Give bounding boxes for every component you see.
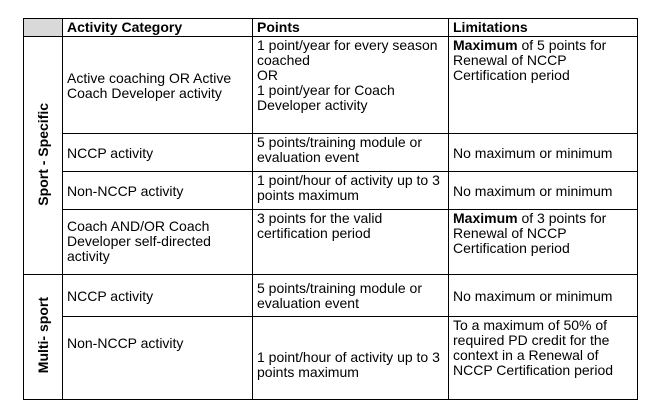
- cell-points: 5 points/training module or evaluation event: [253, 275, 449, 317]
- group-label-multi-sport: Multi- sport: [34, 297, 51, 374]
- table-row: [24, 37, 638, 134]
- cell-points: 1 point/hour of activity up to 3 points maximum: [253, 172, 449, 210]
- cell-category: NCCP activity: [63, 134, 253, 172]
- limit-text: of 5 points for Renewal of NCCP Certification period: [453, 37, 607, 83]
- cell-limitations: No maximum or minimum: [449, 172, 638, 210]
- table-row: [24, 134, 638, 172]
- cell-category: Non-NCCP activity: [63, 172, 253, 210]
- points-line: 1 point/year for Coach Developer activity: [257, 82, 395, 113]
- cell-limitations: No maximum or minimum: [449, 134, 638, 172]
- cell-points: 3 points for the valid certification period: [253, 210, 449, 275]
- table-row: [24, 317, 638, 400]
- points-line: 1 point/year for every season coached: [257, 37, 438, 68]
- cell-limitations: [449, 210, 638, 275]
- cell-points: 1 point/hour of activity up to 3 points maximum: [253, 317, 449, 400]
- header-row: [24, 19, 638, 37]
- cell-category: Non-NCCP activity: [63, 317, 253, 400]
- header-corner: [24, 19, 63, 37]
- pd-points-table: [23, 18, 638, 400]
- header-points: Points: [253, 19, 449, 37]
- cell-limitations: To a maximum of 50% of required PD credit for the context in a Renewal of NCCP Certification period: [449, 317, 638, 400]
- cell-limitations: No maximum or minimum: [449, 275, 638, 317]
- table-row: [24, 275, 638, 317]
- cell-category: Coach AND/OR Coach Developer self-directed activity: [63, 210, 253, 275]
- group-sport-specific: [24, 37, 63, 275]
- limit-emphasis: Maximum: [453, 37, 518, 53]
- cell-category: NCCP activity: [63, 275, 253, 317]
- group-multi-sport: [24, 275, 63, 400]
- limit-text: of 3 points for Renewal of NCCP Certification period: [453, 210, 607, 256]
- header-activity-category: Activity Category: [63, 19, 253, 37]
- header-limitations: Limitations: [449, 19, 638, 37]
- cell-limitations: [449, 37, 638, 134]
- points-line: OR: [257, 67, 278, 83]
- limit-emphasis: Maximum: [453, 210, 518, 226]
- cell-points: 5 points/training module or evaluation event: [253, 134, 449, 172]
- cell-points: [253, 37, 449, 134]
- cell-category: Active coaching OR Active Coach Developer activity: [63, 37, 253, 134]
- group-label-sport-specific: Sport - Specific: [34, 102, 51, 206]
- table-row: [24, 210, 638, 275]
- table-row: [24, 172, 638, 210]
